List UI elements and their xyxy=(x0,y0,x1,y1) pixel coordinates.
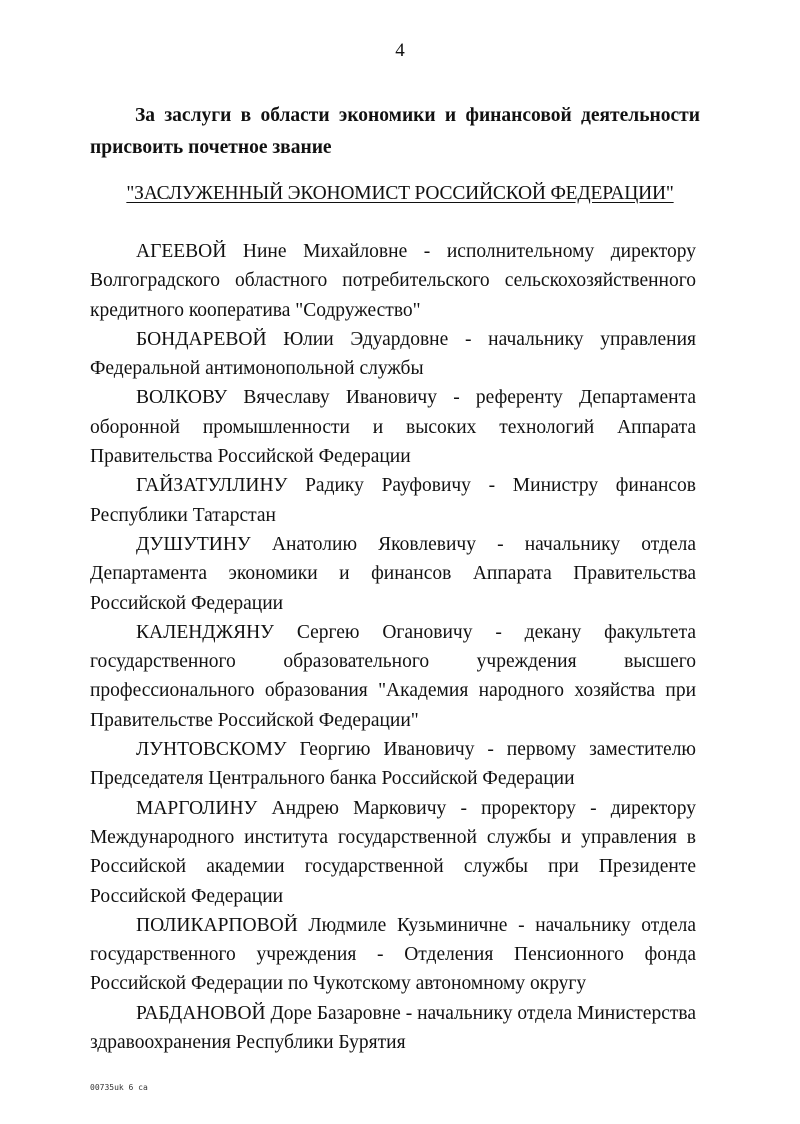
document-code: 00735uk 6 са xyxy=(90,1083,148,1092)
awardee-entry: ПОЛИКАРПОВОЙ Людмиле Кузьминичне - начальнику отдела государственного учреждения - Отделения Пенсионного фонда Российской Федерации по Чукотскому автономному округу xyxy=(90,914,696,995)
awardee-entry: РАБДАНОВОЙ Доре Базаровне - начальнику отдела Министерства здравоохранения Республики Бурятия xyxy=(90,1002,696,1054)
decree-heading: За заслуги в области экономики и финансовой деятельности присвоить почетное звание xyxy=(90,105,700,158)
awardee-entry: ВОЛКОВУ Вячеславу Ивановичу - референту Департамента оборонной промышленности и высоких технологий Аппарата Правительства Российской Федерации xyxy=(90,387,696,468)
awardee-entry: БОНДАРЕВОЙ Юлии Эдуардовне - начальнику управления Федеральной антимонопольной службы xyxy=(90,328,696,380)
awardee-entry: КАЛЕНДЖЯНУ Сергею Огановичу - декану факультета государственного образовательного учреждения высшего профессионального образования "Академия народного хозяйства при Правительстве Российской Федерации" xyxy=(90,621,696,731)
awardee-list xyxy=(90,237,696,1057)
awardee-entry: ДУШУТИНУ Анатолию Яковлевичу - начальнику отдела Департамента экономики и финансов Аппарата Правительства Российской Федерации xyxy=(90,533,696,614)
page-number: 4 xyxy=(395,40,405,61)
awardee-entry: АГЕЕВОЙ Нине Михайловне - исполнительному директору Волгоградского областного потребительского сельскохозяйственного кредитного кооператива "Содружество" xyxy=(90,241,696,321)
awardee-entry: МАРГОЛИНУ Андрею Марковичу - проректору - директору Международного института государственной службы и управления в Российской академии государственной службы при Президенте Российской Федерации xyxy=(90,797,696,907)
awardee-entry: ЛУНТОВСКОМУ Георгию Ивановичу - первому заместителю Председателя Центрального банка Российской Федерации xyxy=(90,739,696,790)
honorary-title: "ЗАСЛУЖЕННЫЙ ЭКОНОМИСТ РОССИЙСКОЙ ФЕДЕРАЦИИ" xyxy=(126,183,674,204)
awardee-entry: ГАЙЗАТУЛЛИНУ Радику Рауфовичу - Министру финансов Республики Татарстан xyxy=(90,475,696,526)
